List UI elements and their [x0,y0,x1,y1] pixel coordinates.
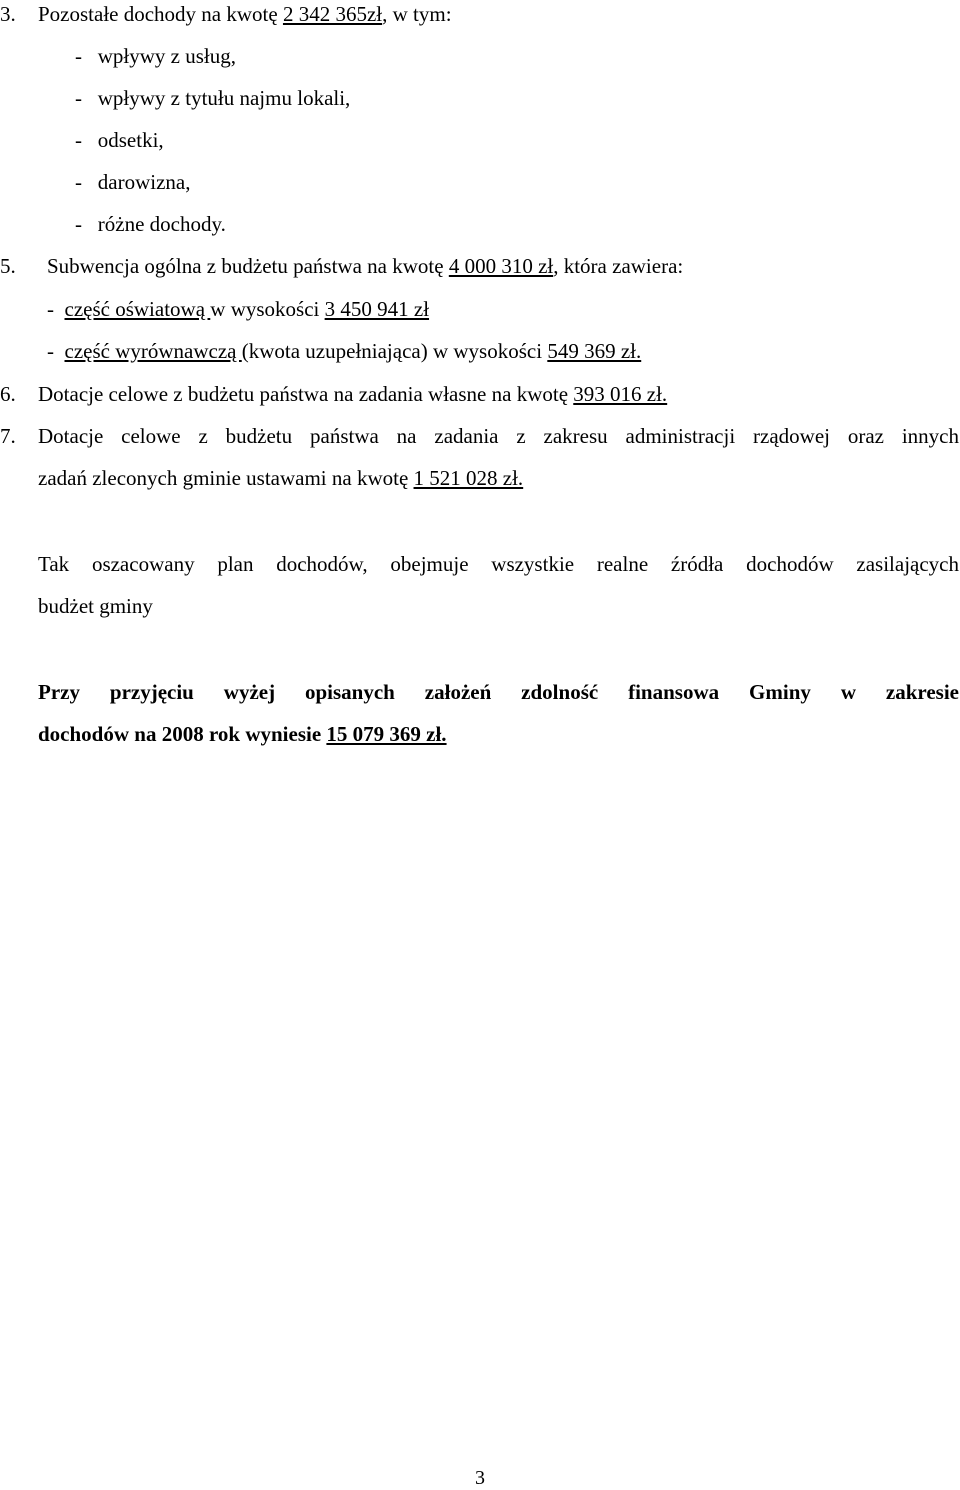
list-item: - wpływy z tytułu najmu lokali, [75,86,351,110]
item-3-amount: 2 342 365zł [282,2,383,26]
item-7-line-2: zadań zleconych gminie ustawami na kwotę 1 521 028 zł. [38,466,524,490]
page-number: 3 [475,1467,485,1489]
summary-line-1: Tak oszacowany plan dochodów, obejmuje wszystkie realne źródła dochodów zasilających [38,552,959,576]
conclusion-amount: 15 079 369 zł. [326,722,447,746]
item-7 [0,424,16,448]
item-6 [0,382,16,406]
item-5-number: 5. [0,254,16,278]
conclusion-line-1: Przy przyjęciu wyżej opisanych założeń zdolność finansowa Gminy w zakresie [38,680,959,704]
list-item: - różne dochody. [75,212,226,236]
item-7-amount: 1 521 028 zł. [413,466,524,490]
item-6-amount: 393 016 zł. [573,382,668,406]
item-5-sub-2: - część wyrównawczą (kwota uzupełniająca) w wysokości 549 369 zł. [47,339,642,363]
list-item: - odsetki, [75,128,164,152]
item-7-line-1: Dotacje celowe z budżetu państwa na zadania z zakresu administracji rządowej oraz innych [38,424,959,448]
item-5-text: Subwencja ogólna z budżetu państwa na kwotę 4 000 310 zł, która zawiera: [47,254,684,278]
item-6-number: 6. [0,382,16,406]
item-5-amount: 4 000 310 zł [448,254,554,278]
list-item: - wpływy z usług, [75,44,236,68]
item-6-text: Dotacje celowe z budżetu państwa na zadania własne na kwotę 393 016 zł. [38,382,668,406]
item-3 [0,2,16,26]
item-3-text: Pozostałe dochody na kwotę 2 342 365zł, w tym: [38,2,452,26]
summary-line-2: budżet gminy [38,594,153,618]
list-item: - darowizna, [75,170,191,194]
item-5-sub-1: - część oświatową w wysokości 3 450 941 zł [47,297,430,321]
conclusion-line-2: dochodów na 2008 rok wyniesie 15 079 369 zł. [38,722,447,746]
item-7-number: 7. [0,424,16,448]
item-5 [0,254,16,278]
item-3-number: 3. [0,2,16,26]
